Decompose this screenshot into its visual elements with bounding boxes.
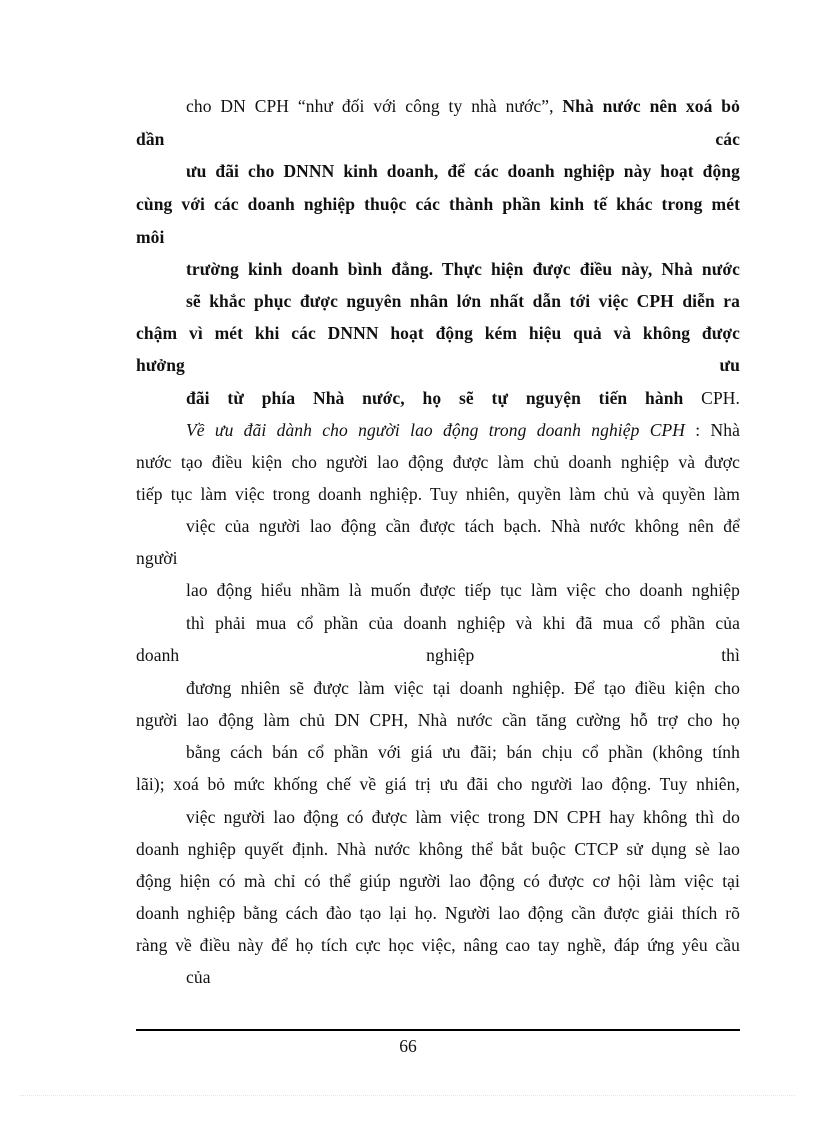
text-line-17: thì phải mua cổ phần của doanh nghiệp và khi đã mua cổ phần của: [186, 613, 740, 633]
text-line-13: tiếp tục làm việc trong doanh nghiệp. Tuy nhiên, quyền làm chủ và quyền làm: [136, 484, 740, 504]
text-line-19: đương nhiên sẽ được làm việc tại doanh nghiệp. Để tạo điều kiện cho: [186, 678, 740, 698]
footer-rule: [136, 1029, 740, 1031]
text-line-10: đãi từ phía Nhà nước, họ sẽ tự nguyện tiến hành CPH.: [186, 388, 740, 408]
text-line-1: cho DN CPH “như đối với công ty nhà nước”, Nhà nước nên xoá bỏ: [186, 96, 740, 116]
text-line-23: việc người lao động có được làm việc trong DN CPH hay không thì do: [186, 807, 740, 827]
text-line-20: người lao động làm chủ DN CPH, Nhà nước cần tăng cường hỗ trợ cho họ: [136, 710, 740, 730]
text-line-26: doanh nghiệp bằng cách đào tạo lại họ. Người lao động cần được giải thích rõ: [136, 903, 740, 923]
text-line-14: việc của người lao động cần được tách bạch. Nhà nước không nên để: [186, 516, 740, 536]
text-line-12: nước tạo điều kiện cho người lao động được làm chủ doanh nghiệp và được: [136, 452, 740, 472]
bottom-dotted-divider: [20, 1095, 796, 1096]
text-line-28: của: [186, 967, 211, 987]
page-number: 66: [399, 1036, 417, 1056]
text-line-24: doanh nghiệp quyết định. Nhà nước không thể bắt buộc CTCP sử dụng sè lao: [136, 839, 740, 859]
text-line-7: sẽ khắc phục được nguyên nhân lớn nhất dẫn tới việc CPH diễn ra: [186, 291, 740, 311]
text-line-16: lao động hiểu nhầm là muốn được tiếp tục làm việc cho doanh nghiệp: [186, 580, 740, 600]
text-line-8: chậm vì mét khi các DNNN hoạt động kém hiệu quả và không được: [136, 323, 740, 343]
text-line-25: động hiện có mà chỉ có thể giúp người lao động có được cơ hội làm việc tại: [136, 871, 740, 891]
text-line-27: ràng về điều này để họ tích cực học việc, nâng cao tay nghề, đáp ứng yêu cầu: [136, 935, 740, 955]
text-line-18: doanh nghiệp thì: [136, 645, 740, 665]
text-line-21: bằng cách bán cổ phần với giá ưu đãi; bán chịu cổ phần (không tính: [186, 742, 740, 762]
text-line-2: dần các: [136, 129, 740, 149]
text-line-4: cùng với các doanh nghiệp thuộc các thành phần kinh tế khác trong mét: [136, 194, 740, 214]
text-line-11: Về ưu đãi dành cho người lao động trong doanh nghiệp CPH : Nhà: [186, 420, 740, 440]
text-line-6: trường kinh doanh bình đẳng. Thực hiện được điều này, Nhà nước: [186, 259, 740, 279]
text-line-3: ưu đãi cho DNNN kinh doanh, để các doanh nghiệp này hoạt động: [186, 161, 740, 181]
text-line-15: người: [136, 548, 178, 568]
text-line-9: hưởng ưu: [136, 355, 740, 375]
text-line-5: môi: [136, 227, 165, 247]
text-line-22: lãi); xoá bỏ mức khống chế về giá trị ưu đãi cho người lao động. Tuy nhiên,: [136, 774, 740, 794]
